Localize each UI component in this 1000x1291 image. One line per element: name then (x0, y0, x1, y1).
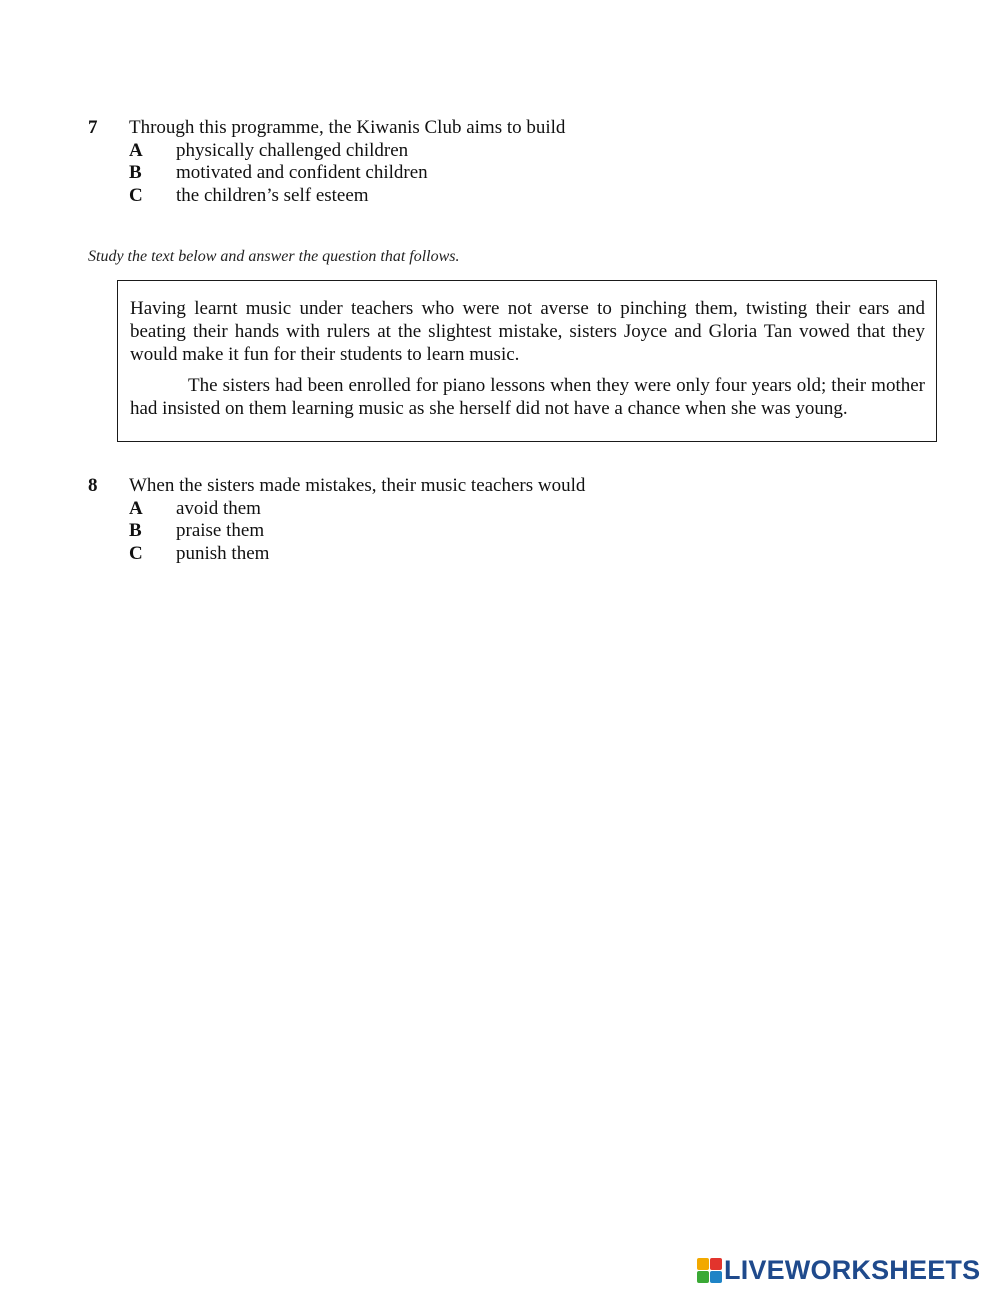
logo-square (710, 1258, 722, 1270)
answer-option-b[interactable] (88, 520, 948, 543)
brand-name: LIVEWORKSHEETS (724, 1254, 981, 1285)
logo-square (697, 1271, 709, 1283)
option-text: punish them (176, 542, 270, 564)
option-letter: C (129, 184, 143, 206)
question-8 (88, 475, 948, 565)
answer-option-b[interactable] (88, 162, 948, 185)
option-text: motivated and confident children (176, 162, 428, 183)
option-letter: A (129, 139, 143, 161)
option-text: the children’s self esteem (176, 184, 369, 206)
logo-square (697, 1258, 709, 1270)
option-letter: C (129, 542, 143, 564)
liveworksheets-brand (697, 1255, 980, 1285)
answer-option-a[interactable] (88, 498, 948, 521)
passage-paragraph-1: Having learnt music under teachers who were not averse to pinching them, twisting their ears and beating their hands with rulers at the slightest mistake, sisters Joyce and Gloria Tan vowed that they would make it fun for their students to learn music. (130, 298, 925, 365)
answer-option-c[interactable] (88, 185, 948, 208)
option-text: physically challenged children (176, 139, 409, 161)
liveworksheets-logo-icon (697, 1258, 721, 1282)
question-number: 8 (88, 475, 98, 496)
logo-square (710, 1271, 722, 1283)
reading-passage-box (117, 280, 937, 442)
passage-paragraph-2: The sisters had been enrolled for piano lessons when they were only four years old; their mother had insisted on them learning music as she herself did not have a chance when she was young. (130, 375, 925, 419)
question-stem-row (88, 475, 948, 498)
question-stem-row (88, 117, 948, 140)
option-letter: B (129, 162, 142, 183)
question-stem: Through this programme, the Kiwanis Club aims to build (129, 117, 566, 138)
answer-option-a[interactable] (88, 140, 948, 163)
option-text: avoid them (176, 497, 261, 519)
option-letter: B (129, 520, 142, 541)
option-letter: A (129, 497, 143, 519)
question-7 (88, 117, 948, 207)
question-stem: When the sisters made mistakes, their music teachers would (129, 475, 586, 496)
answer-option-c[interactable] (88, 543, 948, 566)
question-number: 7 (88, 117, 98, 138)
option-text: praise them (176, 520, 265, 541)
section-instruction: Study the text below and answer the question that follows. (88, 248, 460, 265)
